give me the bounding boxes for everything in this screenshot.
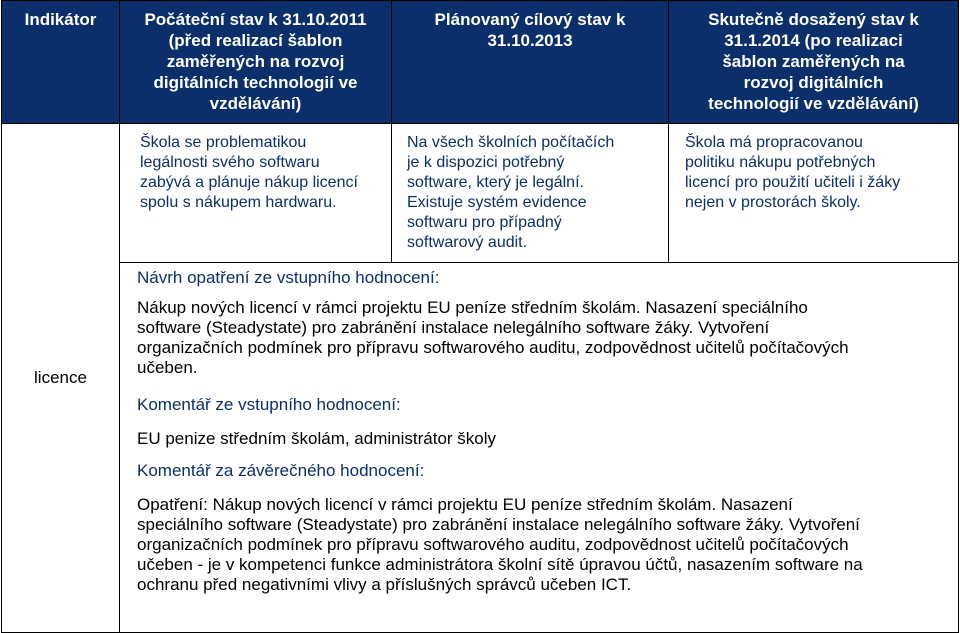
header-planned-state [392,1,669,124]
real-state-text [669,124,958,213]
real-line: Škola má propracovanou [685,134,863,151]
start-line: Škola se problematikou [140,134,307,151]
planned-state-text [392,124,668,253]
header-real-state [669,1,959,124]
start-state-text [120,124,391,213]
final-comment-line: speciálního software (Steadystate) pro zabránění instalace nelegálního software žáky. Vytvoření [137,515,860,534]
plan-line: Existuje systém evidence [407,194,587,211]
header-row [2,1,959,124]
plan-line: softwaru pro případný [407,214,562,231]
header-real-line: šablon zaměřených na [722,52,905,71]
header-start-line: zaměřených na rozvoj [166,52,345,71]
header-start-state [120,1,392,124]
final-comment-line: učeben - je v kompetenci funkce administrátora školní sítě úpravou účtů, nasazením software na [137,555,863,574]
header-indicator [2,1,120,124]
entry-comment-line: EU penize středním školám, administrátor školy [137,429,497,448]
plan-line: software, který je legální. [407,174,584,191]
header-start-line: digitálních technologií ve [153,73,358,92]
final-comment-line: Opatření: Nákup nových licencí v rámci projektu EU peníze středním školám. Nasazení [137,495,793,514]
final-comment-section [137,461,948,595]
header-plan-line: Plánovaný cílový stav k [434,10,626,29]
start-line: legálnosti svého softwaru [140,154,320,171]
proposal-line: organizačních podmínek pro přípravu softwarového auditu, zodpovědnost učitelů počítačových [137,338,849,357]
header-start-line: Počáteční stav k 31.10.2011 [144,10,367,29]
indicator-label: licence [34,368,87,387]
plan-line: softwarový audit. [407,234,528,251]
start-line: spolu s nákupem hardwaru. [140,194,337,211]
header-start-line: (před realizací šablon [168,31,343,50]
planned-state-cell [392,124,669,263]
proposal-line: software (Steadystate) pro zabránění instalace nelegálního software žáky. Vytvoření [137,318,770,337]
real-state-cell [669,124,959,263]
real-line: licencí pro použití učiteli i žáky [685,174,901,191]
entry-comment-title: Komentář ze vstupního hodnocení: [137,395,401,414]
header-real-line: rozvoj digitálních [743,73,884,92]
final-comment-title: Komentář za závěrečného hodnocení: [137,461,425,480]
header-plan-line: 31.10.2013 [487,31,573,50]
indicator-cell [2,124,120,633]
comments-cell [120,263,959,633]
header-real-line: 31.1.2014 (po realizaci [724,31,903,50]
final-comment-line: ochranu před negativními vlivy a příslušných správců učeben ICT. [137,575,632,594]
real-line: politiku nákupu potřebných [685,154,876,171]
proposal-section [137,268,948,378]
evaluation-table [1,0,959,633]
plan-line: Na všech školních počítačích [407,134,615,151]
plan-line: je k dispozici potřebný [407,154,565,171]
real-line: nejen v prostorách školy. [685,194,861,211]
start-line: zabývá a plánuje nákup licencí [140,174,358,191]
header-start-line: vzdělávání) [209,94,302,113]
header-indicator-label: Indikátor [24,10,97,29]
proposal-line: Nákup nových licencí v rámci projektu EU peníze středním školám. Nasazení speciálního [137,298,808,317]
start-state-cell [120,124,392,263]
proposal-line: učeben. [137,358,198,377]
header-real-line: technologií ve vzdělávání) [708,94,919,113]
licence-row [2,124,959,263]
header-real-line: Skutečně dosažený stav k [708,10,919,29]
entry-comment-section [137,395,948,449]
comments-row [2,263,959,633]
final-comment-line: organizačních podmínek pro přípravu softwarového auditu, zodpovědnost učitelů počítačových [137,535,849,554]
proposal-title: Návrh opatření ze vstupního hodnocení: [137,268,440,287]
